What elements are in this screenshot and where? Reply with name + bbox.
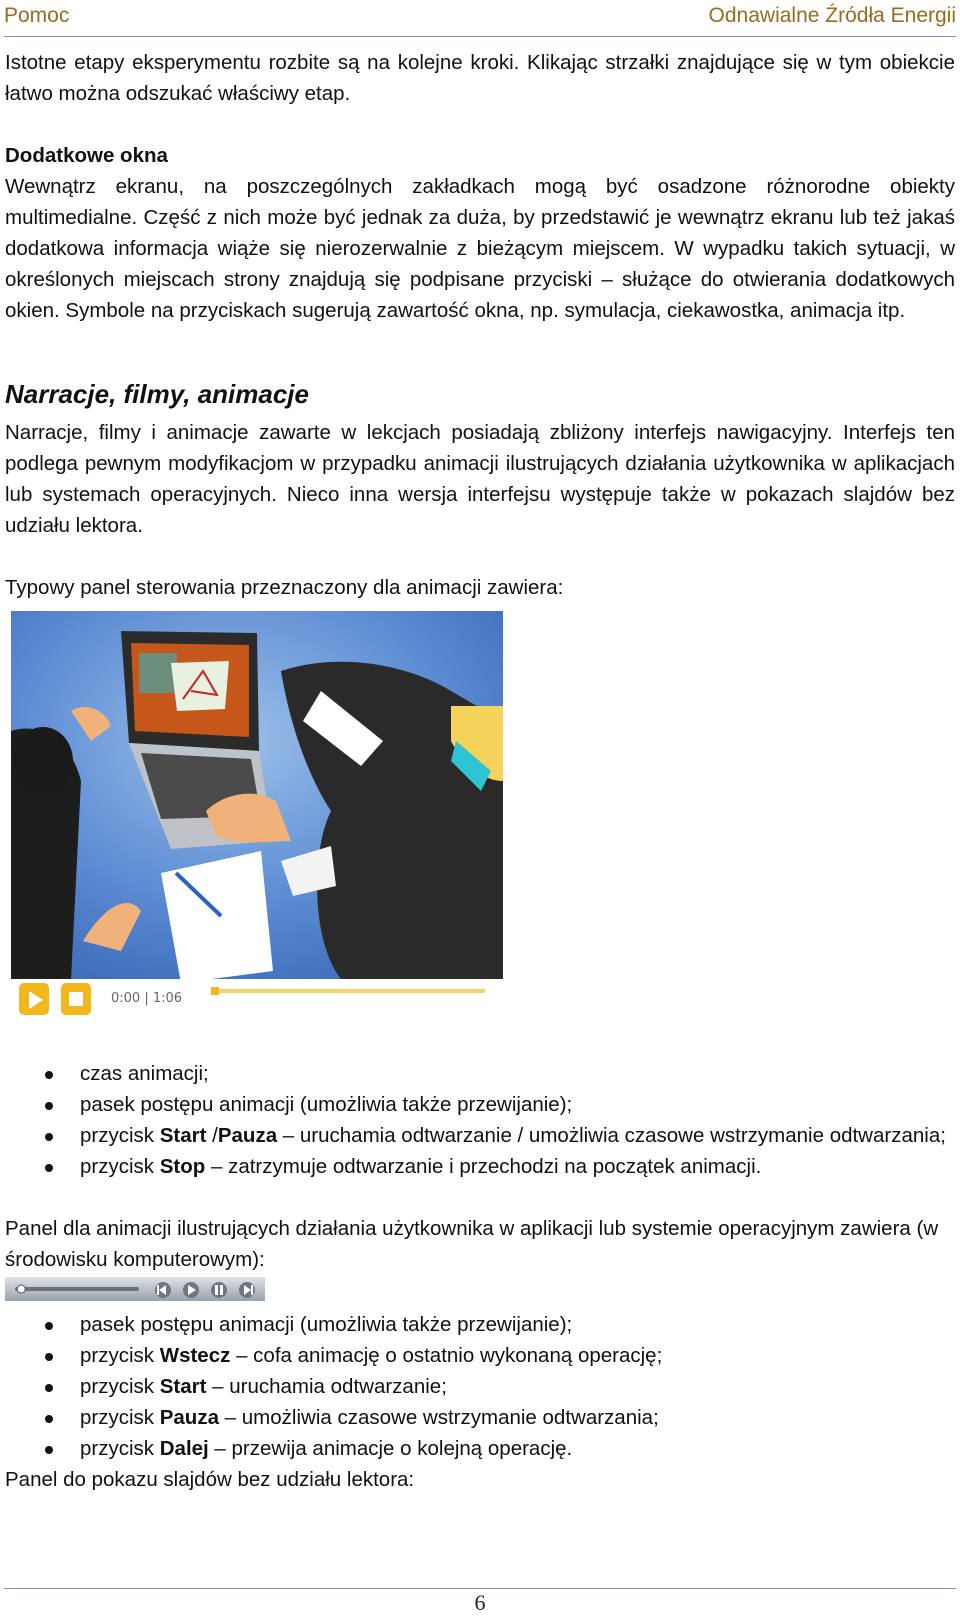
animation-preview — [11, 611, 513, 1036]
footer-divider — [4, 1588, 956, 1589]
user-panel-graphic — [5, 1277, 265, 1301]
list-item: czas animacji; — [5, 1058, 955, 1089]
header-divider — [4, 36, 956, 37]
list-item: przycisk Start – uruchamia odtwarzanie; — [5, 1371, 955, 1402]
pause-button[interactable] — [211, 1282, 227, 1298]
list-item: przycisk Start /Pauza – uruchamia odtwarzanie / umożliwia czasowe wstrzymanie odtwarzania; — [5, 1120, 955, 1151]
list-item: przycisk Stop – zatrzymuje odtwarzanie i przechodzi na początek animacji. — [5, 1151, 955, 1182]
intro-paragraph: Istotne etapy eksperymentu rozbite są na kolejne kroki. Klikając strzałki znajdujące się w tym obiekcie łatwo można odszukać właściwy etap. — [5, 51, 955, 105]
narration-heading: Narracje, filmy, animacje — [5, 379, 309, 409]
narration-text: Narracje, filmy i animacje zawarte w lekcjach posiadają zbliżony interfejs nawigacyjny. Interfejs ten podlega pewnym modyfikacjom w przypadku animacji ilustrujących działania użytkownika w aplikacjach lub systemach operacyjnych. Nieco inna wersja interfejsu występuje także w pokazach slajdów bez udziału lektora. — [5, 421, 955, 537]
header-left: Pomoc — [4, 4, 70, 27]
animation-panel-list — [5, 1058, 955, 1182]
list-item: pasek postępu animacji (umożliwia także przewijanie); — [5, 1309, 955, 1340]
next-button[interactable] — [239, 1282, 255, 1298]
page-content — [5, 47, 955, 1495]
animation-progress-knob[interactable] — [211, 987, 219, 995]
page-number: 6 — [474, 1590, 486, 1615]
stop-button[interactable] — [61, 983, 91, 1015]
animation-panel-intro: Typowy panel sterowania przeznaczony dla animacji zawiera: — [5, 576, 564, 599]
user-panel-controls — [5, 1277, 265, 1301]
user-progress-track[interactable] — [15, 1287, 139, 1291]
list-item: przycisk Pauza – umożliwia czasowe wstrzymanie odtwarzania; — [5, 1402, 955, 1433]
header-right: Odnawialne Źródła Energii — [708, 4, 956, 27]
back-button[interactable] — [155, 1282, 171, 1298]
user-panel-list — [5, 1309, 955, 1464]
list-item: przycisk Dalej – przewija animacje o kolejną operację. — [5, 1433, 955, 1464]
page-header — [4, 4, 956, 34]
start-button[interactable] — [183, 1282, 199, 1298]
slides-panel-intro: Panel do pokazu slajdów bez udziału lektora: — [5, 1468, 415, 1491]
animation-time-display: 0:00 | 1:06 — [111, 991, 183, 1006]
list-item: przycisk Wstecz – cofa animację o ostatnio wykonaną operację; — [5, 1340, 955, 1371]
user-progress-knob[interactable] — [17, 1285, 25, 1293]
animation-illustration — [11, 611, 513, 1036]
list-item: pasek postępu animacji (umożliwia także przewijanie); — [5, 1089, 955, 1120]
user-panel-intro: Panel dla animacji ilustrujących działania użytkownika w aplikacji lub systemie operacyjnym zawiera (w środowisku komputerowym): — [5, 1217, 939, 1271]
extra-windows-text: Wewnątrz ekranu, na poszczególnych zakładkach mogą być osadzone różnorodne obiekty multimedialne. Część z nich może być jednak za duża, by przedstawić je wewnątrz ekranu lub też jakaś dodatkowa informacja wiąże się nierozerwalnie z bieżącym miejscem. W wypadku takich sytuacji, w określonych miejscach strony znajdują się podpisane przyciski – służące do otwierania dodatkowych okien. Symbole na przyciskach sugerują zawartość okna, np. symulacja, ciekawostka, animacja itp. — [5, 175, 955, 322]
extra-windows-title: Dodatkowe okna — [5, 144, 168, 167]
play-button[interactable] — [19, 983, 49, 1015]
animation-progress-track[interactable] — [211, 989, 485, 993]
